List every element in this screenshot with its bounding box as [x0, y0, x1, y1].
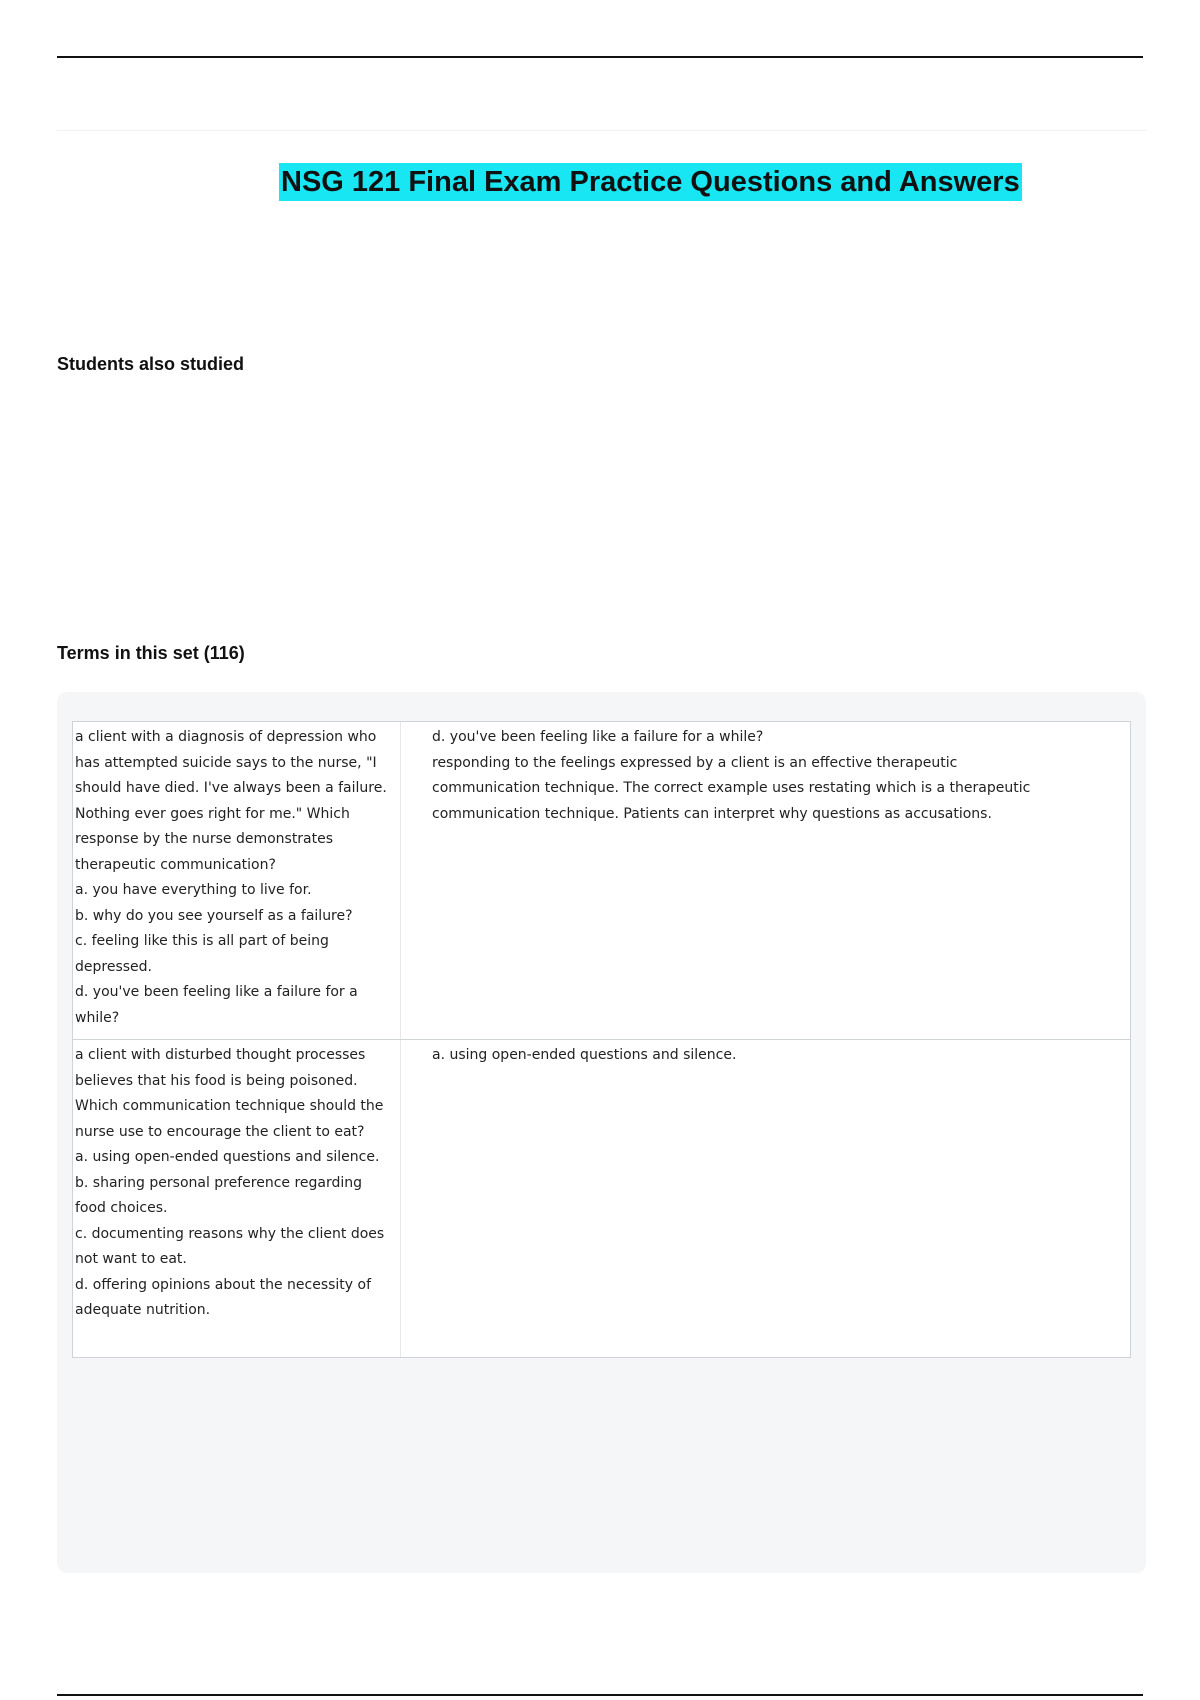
term-option-a: a. you have everything to live for. [75, 882, 312, 898]
term-question [73, 1040, 401, 1357]
term-option-c: c. feeling like this is all part of being depressed. [75, 933, 329, 975]
answer-choice: a. using open-ended questions and silence. [432, 1047, 737, 1063]
header-divider [57, 130, 1147, 131]
terms-heading: Terms in this set (116) [57, 643, 245, 663]
term-question [73, 722, 401, 1039]
term-question-text: a client with a diagnosis of depression who has attempted suicide says to the nurse, "I should have died. I've always been a failure. Nothing ever goes right for me." Which response by the nurse demonstrates therapeutic communication? [75, 729, 387, 873]
term-row [73, 722, 1130, 1040]
students-also-studied-heading: Students also studied [57, 354, 245, 374]
term-option-b: b. sharing personal preference regarding food choices. [75, 1174, 363, 1216]
term-row [73, 1040, 1130, 1357]
answer-choice: d. you've been feeling like a failure for a while? [432, 729, 764, 745]
term-question-text: a client with disturbed thought processes believes that his food is being poisoned. Which communication technique should the nurse use to encourage the client to eat? [75, 1047, 384, 1140]
title-block [279, 163, 1022, 201]
top-rule [57, 56, 1143, 58]
document-title: NSG 121 Final Exam Practice Questions and Answers [279, 163, 1022, 201]
bottom-rule [57, 1694, 1143, 1696]
term-option-a: a. using open-ended questions and silence. [75, 1149, 380, 1165]
answer-rationale: responding to the feelings expressed by a client is an effective therapeutic communication technique. The correct example uses restating which is a therapeutic communication technique. Patients can interpret why questions as accusations. [432, 754, 1031, 822]
term-option-b: b. why do you see yourself as a failure? [75, 907, 353, 924]
term-answer [401, 1040, 1130, 1357]
term-option-d: d. offering opinions about the necessity of adequate nutrition. [75, 1276, 372, 1318]
term-answer [401, 722, 1130, 1039]
term-option-d: d. you've been feeling like a failure for a while? [75, 984, 358, 1026]
term-option-c: c. documenting reasons why the client does not want to eat. [75, 1225, 385, 1267]
terms-table [72, 721, 1131, 1358]
